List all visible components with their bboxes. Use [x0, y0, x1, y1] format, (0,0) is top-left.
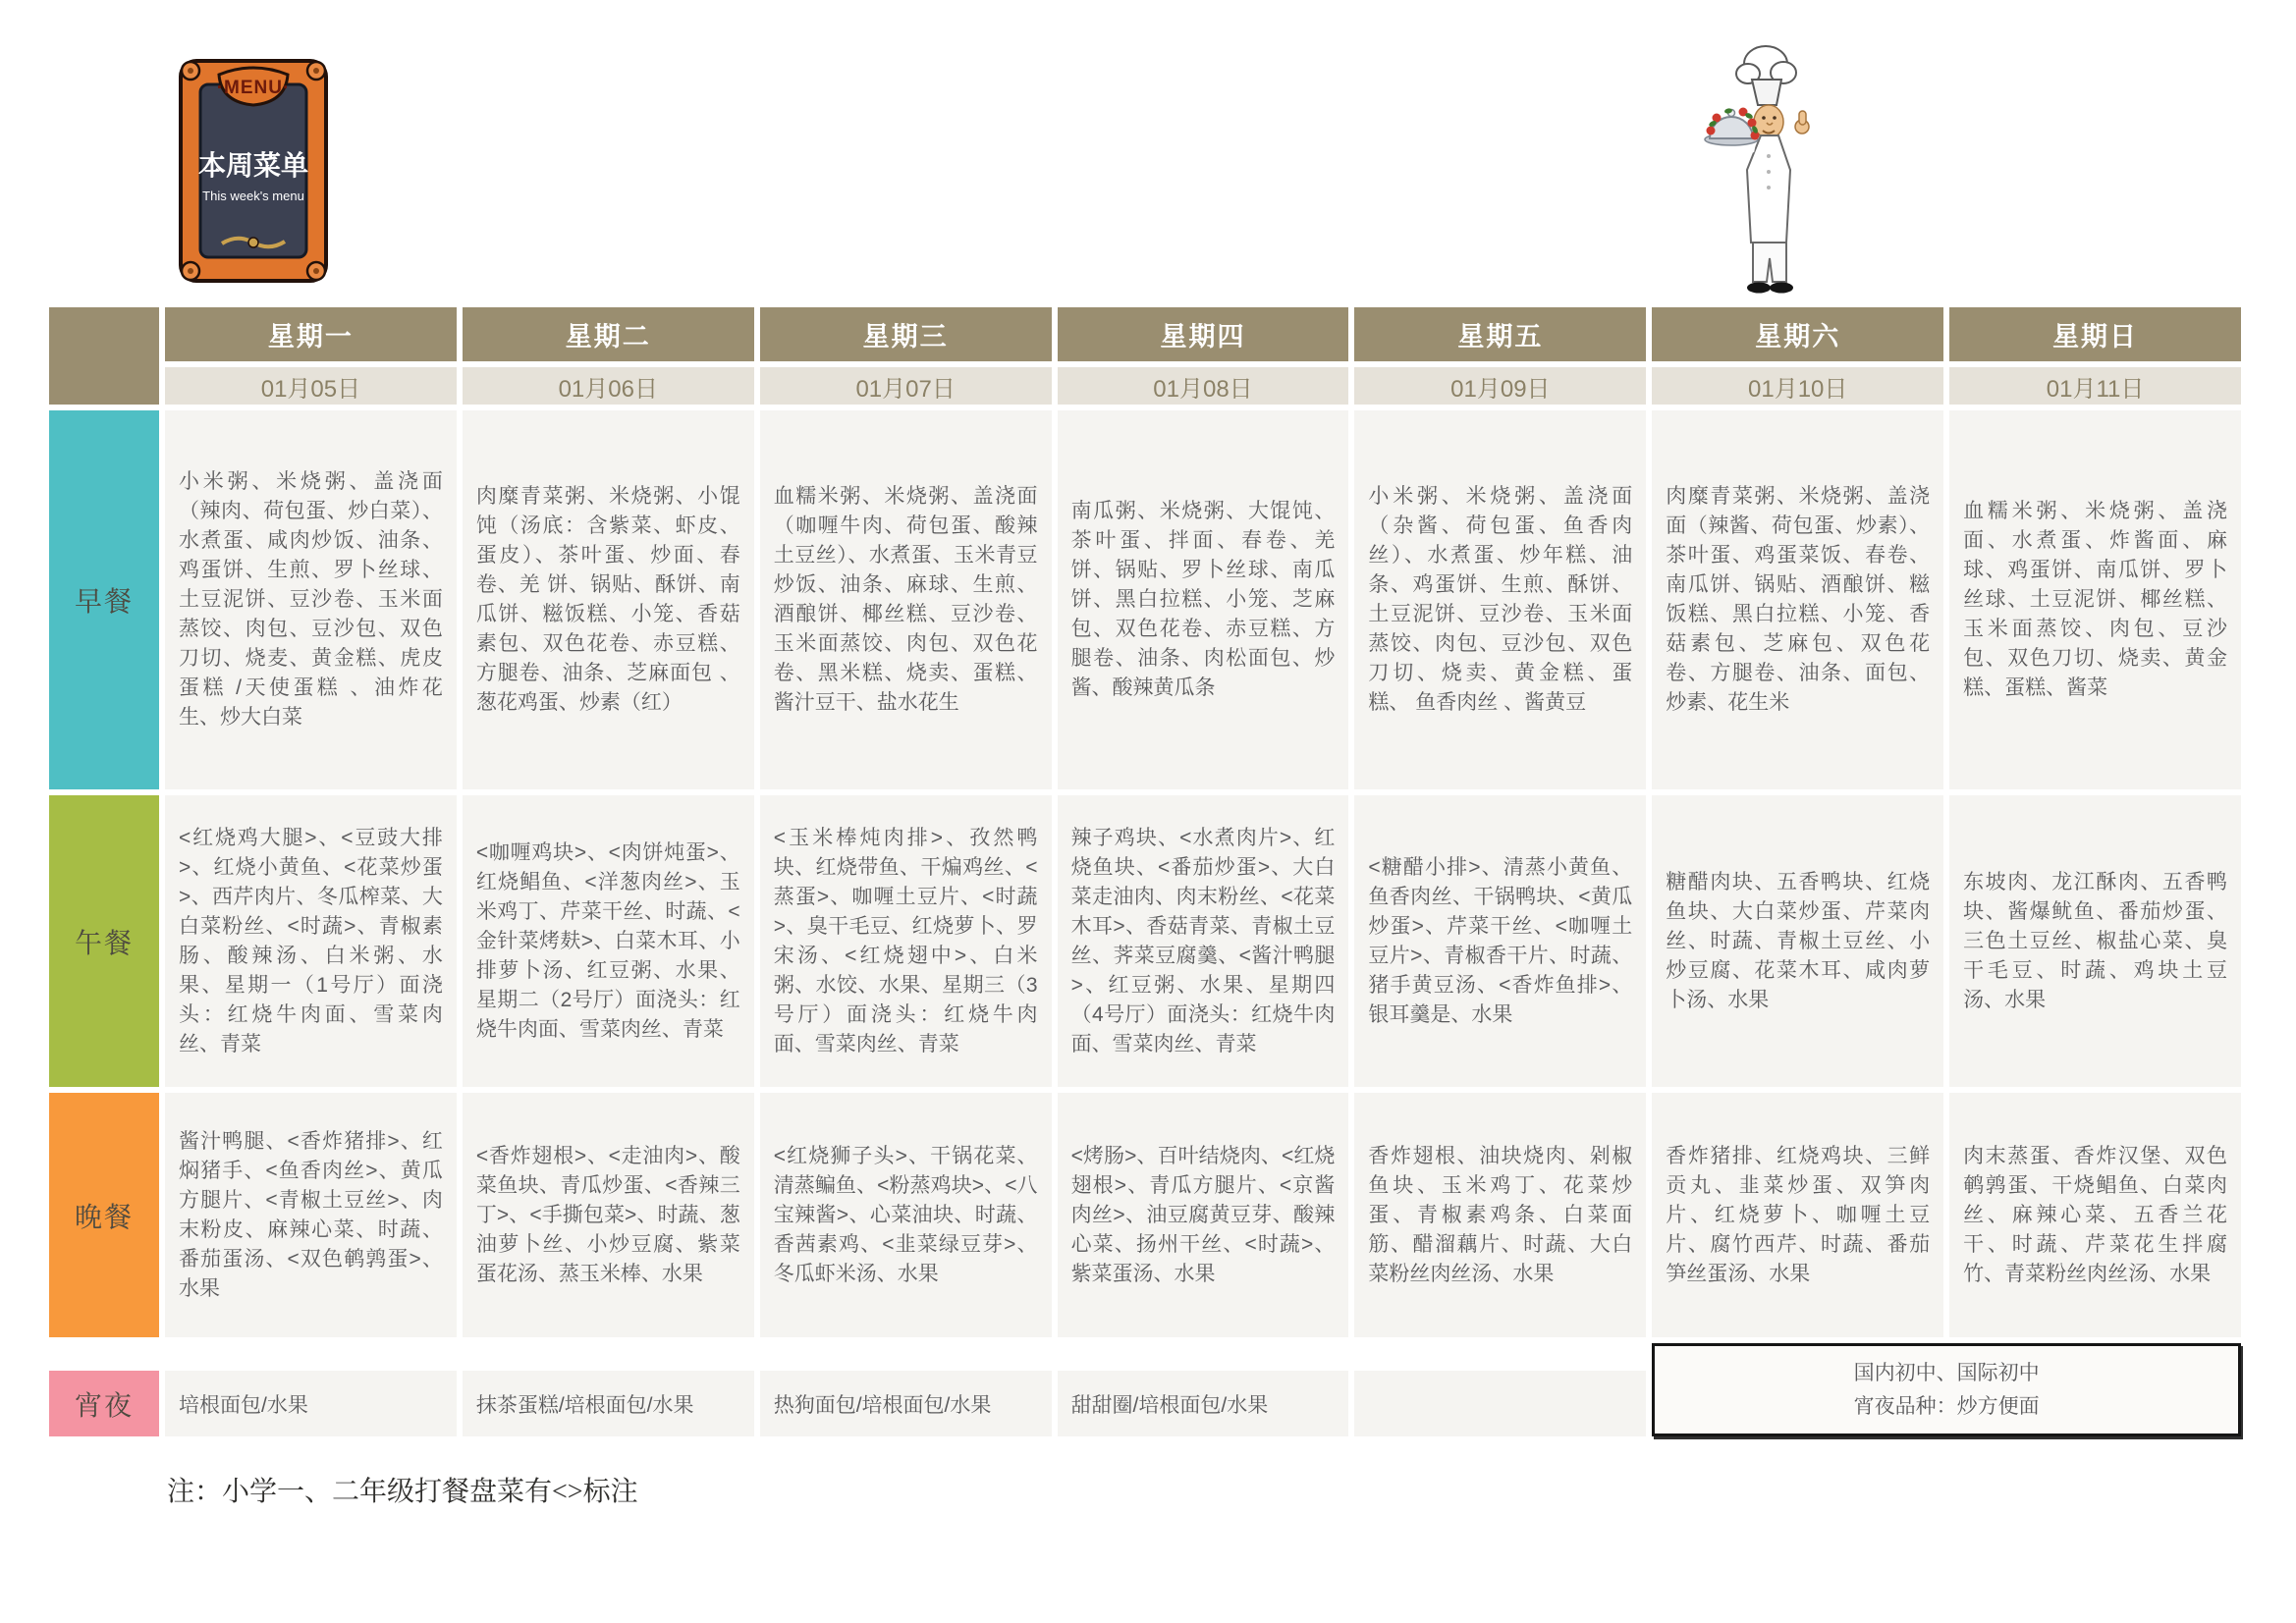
dinner-cell-text: <香炸翅根>、<走油肉>、酸菜鱼块、青瓜炒蛋、<香辣三丁>、<手撕包菜>、时蔬、葱油萝卜丝、小炒豆腐、紫菜蛋花汤、蒸玉米棒、水果 — [475, 1144, 740, 1285]
date-header: 01月06日 — [463, 367, 754, 405]
lunch-cell-text: 辣子鸡块、<水煮肉片>、红烧鱼块、<番茄炒蛋>、大白菜走油肉、肉末粉丝、<花菜木耳>、香菇青菜、青椒土豆丝、荠菜豆腐羹、<酱汁鸭腿>、红豆粥、水果、星期四（4号厅）面浇头：红烧牛肉面、雪菜肉丝、青菜 — [1070, 826, 1336, 1055]
lunch-cell-text: 东坡肉、龙江酥肉、五香鸭块、酱爆鱿鱼、番茄炒蛋、三色土豆丝、椒盐心菜、臭干毛豆、时蔬、鸡块土豆汤、水果 — [1963, 870, 2227, 1011]
day-header: 星期六 — [1652, 307, 1943, 361]
logo-title: 本周菜单 — [197, 150, 309, 181]
day-header: 星期三 — [760, 307, 1052, 361]
breakfast-cell-text: 小米粥、米烧粥、盖浇面（杂酱、荷包蛋、鱼香肉丝）、水煮蛋、炒年糕、油条、鸡蛋饼、生煎、酥饼、土豆泥饼、豆沙卷、玉米面蒸饺、肉包、豆沙包、双色刀切、烧卖、黄金糕、蛋糕、 鱼香肉丝 、酱黄豆 — [1368, 485, 1633, 714]
breakfast-cell-text: 血糯米粥、米烧粥、盖浇面、水煮蛋、炸酱面、麻球、鸡蛋饼、南瓜饼、罗卜丝球、土豆泥饼、椰丝糕、玉米面蒸饺、肉包、豆沙包、双色刀切、烧卖、黄金糕、蛋糕、酱菜 — [1963, 500, 2227, 699]
logo-subtitle: This week's menu — [202, 189, 304, 203]
lunch-cell — [1949, 795, 2241, 1087]
supper-cell — [463, 1371, 754, 1436]
day-header: 星期五 — [1354, 307, 1646, 361]
dinner-cell-text: 香炸翅根、油块烧肉、剁椒鱼块、玉米鸡丁、花菜炒蛋、青椒素鸡条、白菜面筋、醋溜藕片、时蔬、大白菜粉丝肉丝汤、水果 — [1368, 1144, 1633, 1285]
dinner-cell — [463, 1093, 754, 1337]
supper-cell — [165, 1371, 457, 1436]
date-header: 01月08日 — [1058, 367, 1349, 405]
breakfast-cell — [1949, 410, 2241, 789]
date-header: 01月07日 — [760, 367, 1052, 405]
breakfast-cell-text: 小米粥、米烧粥、盖浇面（辣肉、荷包蛋、炒白菜）、水煮蛋、咸肉炒饭、油条、鸡蛋饼、生煎、罗卜丝球、土豆泥饼、豆沙卷、玉米面蒸饺、肉包、豆沙包、双色刀切、烧麦、黄金糕、虎皮蛋糕 /天使蛋糕 、油炸花生、炒大白菜 — [179, 470, 443, 729]
supper-cell-text: 甜甜圈/培根面包/水果 — [1070, 1393, 1269, 1417]
supper-cell — [760, 1371, 1052, 1436]
day-header: 星期四 — [1058, 307, 1349, 361]
menu-board-icon — [175, 51, 332, 292]
table-corner-cell — [49, 307, 159, 405]
lunch-cell-text: <红烧鸡大腿>、<豆豉大排>、红烧小黄鱼、<花菜炒蛋>、西芹肉片、冬瓜榨菜、大白菜粉丝、<时蔬>、青椒素肠、酸辣汤、白米粥、水果、星期一（1号厅）面浇头：红烧牛肉面、雪菜肉丝、青菜 — [179, 826, 443, 1055]
supper-cell — [1058, 1371, 1349, 1436]
lunch-cell — [1354, 795, 1646, 1087]
lunch-cell-text: <咖喱鸡块>、<肉饼炖蛋>、红烧鲳鱼、<洋葱肉丝>、玉米鸡丁、芹菜干丝、时蔬、<金针菜烤麸>、白菜木耳、小排萝卜汤、红豆粥、水果、星期二（2号厅）面浇头：红烧牛肉面、雪菜肉丝、青菜 — [475, 840, 740, 1041]
menu-board-logo — [175, 51, 332, 292]
breakfast-cell-text: 南瓜粥、米烧粥、大馄饨、茶叶蛋、拌面、春卷、羌饼、锅贴、罗卜丝球、南瓜饼、黑白拉糕、小笼、芝麻包、双色花卷、赤豆糕、方腿卷、油条、肉松面包、炒酱、酸辣黄瓜条 — [1070, 500, 1336, 699]
dinner-cell — [760, 1093, 1052, 1337]
dinner-cell-text: <烤肠>、百叶结烧肉、<红烧翅根>、青瓜方腿片、<京酱肉丝>、油豆腐黄豆芽、酸辣心菜、扬州干丝、<时蔬>、紫菜蛋汤、水果 — [1070, 1144, 1336, 1285]
breakfast-cell — [463, 410, 754, 789]
supper-box-line2: 宵夜品种：炒方便面 — [1853, 1394, 2040, 1418]
row-label-breakfast: 早餐 — [49, 410, 159, 789]
dinner-cell-text: 香炸猪排、红烧鸡块、三鲜贡丸、韭菜炒蛋、双笋肉片、红烧萝卜、咖喱土豆片、腐竹西芹、时蔬、番茄笋丝蛋汤、水果 — [1666, 1144, 1931, 1285]
row-label-dinner: 晚餐 — [49, 1093, 159, 1337]
breakfast-cell-text: 肉糜青菜粥、米烧粥、盖浇面（辣酱、荷包蛋、炒素）、茶叶蛋、鸡蛋菜饭、春卷、南瓜饼、锅贴、酒酿饼、糍饭糕、黑白拉糕、小笼、香菇素包、芝麻包、双色花卷、方腿卷、油条、面包、炒素、花生米 — [1666, 485, 1931, 714]
menu-table — [49, 307, 2241, 1436]
row-label-lunch: 午餐 — [49, 795, 159, 1087]
chef-icon — [1704, 39, 1831, 306]
day-header: 星期二 — [463, 307, 754, 361]
supper-cell — [1354, 1371, 1646, 1436]
chef-illustration — [1704, 39, 1831, 306]
supper-cell-text: 热狗面包/培根面包/水果 — [773, 1393, 992, 1417]
breakfast-cell — [165, 410, 457, 789]
lunch-cell — [463, 795, 754, 1087]
supper-cell-text: 培根面包/水果 — [179, 1393, 308, 1417]
supper-box-line1: 国内初中、国际初中 — [1853, 1361, 2040, 1384]
lunch-cell — [165, 795, 457, 1087]
dinner-cell — [165, 1093, 457, 1337]
lunch-cell — [760, 795, 1052, 1087]
date-header: 01月09日 — [1354, 367, 1646, 405]
dinner-cell — [1652, 1093, 1943, 1337]
dinner-cell-text: 肉末蒸蛋、香炸汉堡、双色鹌鹑蛋、干烧鲳鱼、白菜肉丝、麻辣心菜、五香兰花干、时蔬、芹菜花生拌腐竹、青菜粉丝肉丝汤、水果 — [1963, 1144, 2227, 1285]
date-header: 01月11日 — [1949, 367, 2241, 405]
supper-note-box — [1652, 1343, 2241, 1436]
breakfast-cell — [1354, 410, 1646, 789]
day-header: 星期一 — [165, 307, 457, 361]
day-header: 星期日 — [1949, 307, 2241, 361]
lunch-cell-text: <糖醋小排>、清蒸小黄鱼、鱼香肉丝、干锅鸭块、<黄瓜炒蛋>、芹菜干丝、<咖喱土豆片>、青椒香干片、时蔬、 猪手黄豆汤、<香炸鱼排>、银耳羹是、水果 — [1368, 855, 1633, 1026]
breakfast-cell-text: 血糯米粥、米烧粥、盖浇面（咖喱牛肉、荷包蛋、酸辣土豆丝）、水煮蛋、玉米青豆炒饭、油条、麻球、生煎、酒酿饼、椰丝糕、豆沙卷、玉米面蒸饺、肉包、双色花卷、黑米糕、烧卖、蛋糕、酱汁豆干、盐水花生 — [773, 485, 1038, 714]
date-header: 01月10日 — [1652, 367, 1943, 405]
footnote: 注：小学一、二年级打餐盘菜有<>标注 — [167, 1477, 638, 1507]
dinner-cell — [1949, 1093, 2241, 1337]
dinner-cell — [1058, 1093, 1349, 1337]
lunch-cell-text: 糖醋肉块、五香鸭块、红烧鱼块、大白菜炒蛋、芹菜肉丝、时蔬、青椒土豆丝、小炒豆腐、花菜木耳、咸肉萝卜汤、水果 — [1666, 870, 1931, 1011]
breakfast-cell — [1058, 410, 1349, 789]
date-header: 01月05日 — [165, 367, 457, 405]
breakfast-cell — [1652, 410, 1943, 789]
dinner-cell-text: 酱汁鸭腿、<香炸猪排>、红焖猪手、<鱼香肉丝>、黄瓜方腿片、<青椒土豆丝>、肉末粉皮、麻辣心菜、时蔬、番茄蛋汤、<双色鹌鹑蛋>、水果 — [179, 1129, 443, 1300]
supper-cell-text: 抹茶蛋糕/培根面包/水果 — [475, 1393, 694, 1417]
dinner-cell — [1354, 1093, 1646, 1337]
dinner-cell-text: <红烧狮子头>、干锅花菜、清蒸鳊鱼、<粉蒸鸡块>、<八宝辣酱>、心菜油块、时蔬、香茜素鸡、<韭菜绿豆芽>、冬瓜虾米汤、水果 — [773, 1144, 1038, 1285]
breakfast-cell-text: 肉糜青菜粥、米烧粥、小馄饨（汤底：含紫菜、虾皮、蛋皮）、茶叶蛋、炒面、春卷、羌 饼、锅贴、酥饼、南瓜饼、糍饭糕、小笼、香菇素包、双色花卷、赤豆糕、方腿卷、油条、芝麻面包 、葱花鸡蛋、炒素（红） — [475, 485, 740, 714]
lunch-cell-text: <玉米棒炖肉排>、孜然鸭块、红烧带鱼、干煸鸡丝、<蒸蛋>、咖喱土豆片、<时蔬>、臭干毛豆、红烧萝卜、罗宋汤、<红烧翅中>、白米粥、水饺、水果、星期三（3号厅）面浇头：红烧牛肉面、雪菜肉丝、青菜 — [773, 826, 1038, 1055]
lunch-cell — [1058, 795, 1349, 1087]
row-label-supper: 宵夜 — [49, 1371, 159, 1436]
breakfast-cell — [760, 410, 1052, 789]
logo-menu-label: ·MENU· — [216, 78, 291, 98]
lunch-cell — [1652, 795, 1943, 1087]
